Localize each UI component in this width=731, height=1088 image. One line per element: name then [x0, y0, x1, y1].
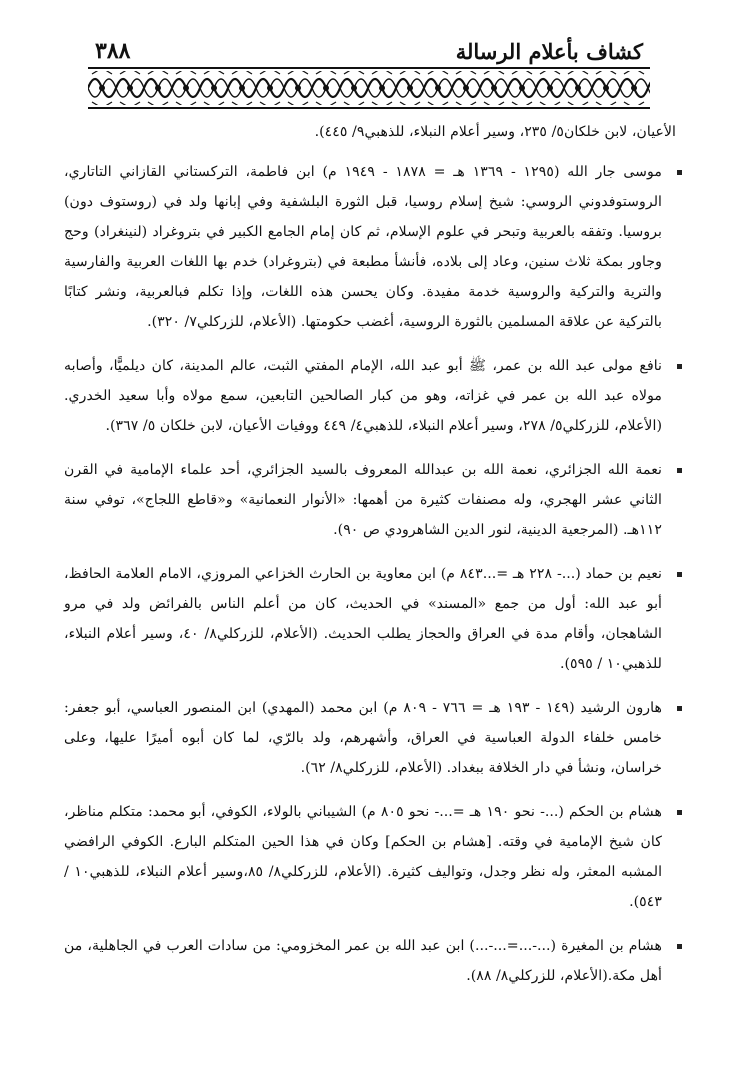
bullet-icon [677, 364, 682, 369]
index-entry [64, 693, 676, 783]
bullet-icon [677, 706, 682, 711]
index-content [64, 117, 676, 1005]
bullet-icon [677, 468, 682, 473]
entry-text: موسى جار الله (١٢٩٥ - ١٣٦٩ هـ = ١٨٧٨ - ١٩٤٩ م) ابن فاطمة، التركستاني القازاني التاتاري، الروستوفدوني الروسي: شيخ إسلام روسيا، قبل الثورة البلشفية وفي إبانها ولد في (روستوف دون) بروسيا. وتفقه بالعربية وتبحر في علوم الإسلام، ثم كان إمام الجامع الكبير في بتروغراد (لنينغراد) وحج وجاور بمكة ثلاث سنين، وعاد إلى بلاده، فأنشأ مطبعة في (بتروغراد) خدم بها اللغات العربية والفارسية والترية والتركية والروسية خدمة مفيدة. وكان يحسن هذه اللغات، وإذا تكلم فبالعربية، ونشر كتابًا بالتركية عن علاقة المسلمين بالثورة الروسية، أغضب حكومتها. (الأعلام، للزركلي٧/ ٣٢٠). [64, 164, 662, 330]
page-header [95, 34, 643, 64]
running-title: كشاف بأعلام الرسالة [455, 39, 643, 64]
bullet-icon [677, 572, 682, 577]
index-entry [64, 559, 676, 679]
bullet-icon [677, 810, 682, 815]
index-entry [64, 931, 676, 991]
index-entry [64, 157, 676, 337]
entry-list [64, 157, 676, 991]
index-entry [64, 797, 676, 917]
index-entry [64, 351, 676, 441]
entry-text: نعيم بن حماد (...- ٢٢٨ هـ =...٨٤٣ م) ابن معاوية بن الحارث الخزاعي المروزي، الامام العلامة الحافظ، أبو عبد الله: أول من جمع «المسند» في الحديث، كان من أعلم الناس بالفرائض ولد في مرو الشاهجان، وأقام مدة في العراق والحجاز يطلب الحديث. (الأعلام، للزركلي٨/ ٤٠، وسير أعلام النبلاء، للذهبي١٠ / ٥٩٥). [64, 566, 663, 672]
continuation-text: الأعيان، لابن خلكان٥/ ٢٣٥، وسير أعلام النبلاء، للذهبي٩/ ٤٤٥). [314, 124, 676, 140]
bullet-icon [677, 944, 682, 949]
entry-text: هشام بن الحكم (...- نحو ١٩٠ هـ =...- نحو ٨٠٥ م) الشيباني بالولاء، الكوفي، أبو محمد: متكلم مناظر، كان شيخ الإمامية في وقته. [هشام بن الحكم] وكان في هذا الحين المتكلم البارع. الكوفي الرافضي المشبه المعثر، وله نظر وجدل، وتواليف كثيرة. (الأعلام، للزركلي٨/ ٨٥،وسير أعلام النبلاء، للذهبي١٠ / ٥٤٣). [64, 804, 663, 910]
entry-text: هارون الرشيد (١٤٩ - ١٩٣ هـ = ٧٦٦ - ٨٠٩ م) ابن محمد (المهدي) ابن المنصور العباسي، أبو جعفر: خامس خلفاء الدولة العباسية في العراق، وأشهرهم، ولد بالرّي، لما كان أبوه أميرًا عليها، وعلى خراسان، ونشأ في دار الخلافة ببغداد. (الأعلام، للزركلي٨/ ٦٢). [64, 700, 662, 776]
bullet-icon [677, 170, 682, 175]
entry-text: نعمة الله الجزائري، نعمة الله بن عبدالله المعروف بالسيد الجزائري، أحد علماء الإمامية في القرن الثاني عشر الهجري، وله مصنفات كثيرة من أهمها: «الأنوار النعمانية» و«قاطع اللجاج»، توفي سنة ١١٢هـ. (المرجعية الدينية، لنور الدين الشاهرودي ص ٩٠). [64, 462, 662, 538]
arabesque-border-icon [88, 66, 650, 110]
page-number: ٣٨٨ [95, 38, 131, 64]
entry-text: هشام بن المغيرة (...-...=...-...) ابن عبد الله بن عمر المخزومي: من سادات العرب في الجاهلية، من أهل مكة.(الأعلام، للزركلي٨/ ٨٨). [64, 938, 662, 984]
entry-text: نافع مولى عبد الله بن عمر، ﷺ أبو عبد الله، الإمام المفتي الثبت، عالم المدينة، كان ديلميًّا، وأصابه مولاه عبد الله بن عمر في غزاته، وهو من كبار الصالحين التابعين، سمع مولاه وأبا سعيد الخدري. (الأعلام، للزركلي٥/ ٢٧٨، وسير أعلام النبلاء، للذهبي٤/ ٤٤٩ ووفيات الأعيان، لابن خلكان ٥/ ٣٦٧). [64, 358, 662, 434]
index-entry [64, 455, 676, 545]
